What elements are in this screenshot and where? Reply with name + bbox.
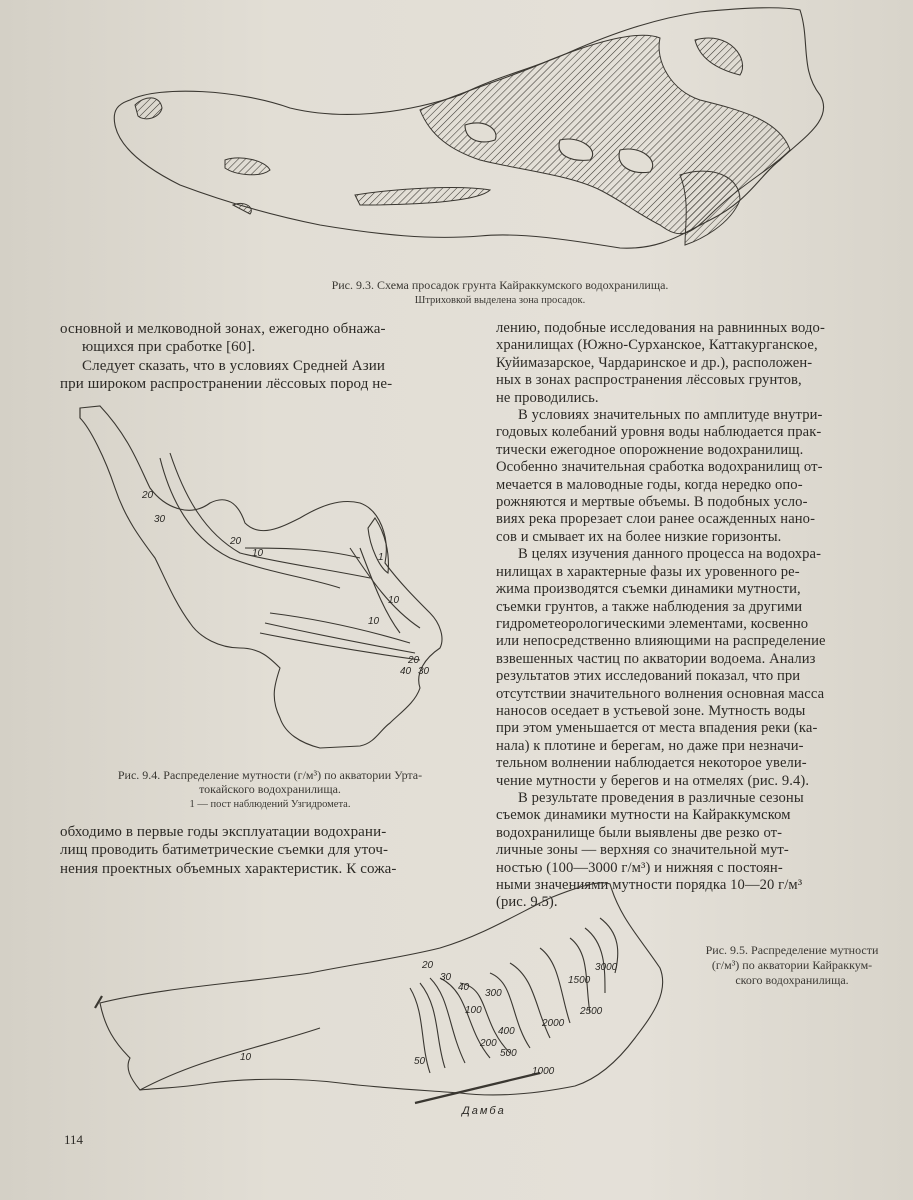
text-line: тельном волнении наблюдается некоторое увели- (496, 755, 807, 772)
text-line: В условиях значительных по амплитуде внутри- (518, 407, 823, 424)
text-line: виях река прорезает слои ранее осажденных нано- (496, 511, 816, 528)
text-line: (рис. 9.5). (496, 894, 558, 911)
isoline-label: 10 (252, 548, 264, 559)
isoline-label: 400 (498, 1026, 515, 1037)
text-line: наносов оседает в устьевой зоне. Мутность воды (496, 702, 806, 719)
text-line: хранилищах (Южно-Сурханское, Каттакурганское, (496, 337, 818, 354)
text-line: при широком распространении лёссовых пород не- (60, 376, 393, 393)
left-column-bottom-text (60, 823, 470, 878)
text-line: или непосредственно влияющими на распределение (496, 633, 826, 650)
text-line: съемок динамики мутности на Кайраккумском (496, 807, 791, 824)
observation-post-label: 1 (378, 552, 384, 563)
figure-9-4-caption-line1: Рис. 9.4. Распределение мутности (г/м³) по акватории Урта- (117, 768, 423, 782)
text-line: ных в зонах распространения лёссовых грунтов, (496, 372, 802, 389)
isoline-label: 50 (414, 1056, 426, 1067)
figure-9-4-caption-line2: токайского водохранилища. (199, 782, 341, 796)
isoline-label: 20 (422, 960, 434, 971)
text-line: годовых колебаний уровня воды наблюдается прак- (496, 424, 822, 441)
page-number: 114 (64, 1132, 84, 1147)
text-line: В целях изучения данного процесса на водохра- (518, 546, 822, 563)
isoline-label: 30 (154, 514, 166, 525)
isoline-label: 500 (500, 1048, 517, 1059)
right-column-text (496, 320, 900, 912)
text-line: отсутствии значительного волнения основная масса (496, 685, 825, 702)
text-line: Следует сказать, что в условиях Средней Азии (82, 357, 385, 374)
text-line: личные зоны — верхняя со значительной мут- (496, 842, 789, 859)
text-line: чение мутности у берегов и на отмелях (рис. 9.4). (496, 772, 810, 789)
isoline-label: 30 (418, 666, 430, 677)
isoline-label: 100 (465, 1005, 482, 1016)
isoline-label: 40 (400, 666, 412, 677)
isoline-label: 40 (458, 982, 470, 993)
figure-9-4-subcaption: 1 — пост наблюдений Узгидромета. (189, 799, 351, 810)
figure-9-5-map (80, 878, 680, 1128)
text-line: нения проектных объемных характеристик. К сожа- (60, 860, 397, 877)
figure-9-5-caption-line1: Рис. 9.5. Распределение мутности (705, 943, 879, 957)
text-line: при этом уменьшается от места впадения реки (ка- (496, 720, 818, 737)
isoline-label: 20 (230, 536, 242, 547)
text-line: Куйимазарское, Чардаринское и др.), расположен- (496, 354, 813, 371)
isoline-label: 20 (142, 490, 154, 501)
isoline-label: 1000 (532, 1066, 555, 1077)
isoline-label: 2000 (542, 1018, 565, 1029)
isoline-label: 1500 (568, 975, 591, 986)
text-line: не проводились. (496, 389, 599, 406)
text-line: гидрометеорологическими элементами, косвенно (496, 615, 809, 632)
text-line: ными значениями мутности порядка 10—20 г/м³ (496, 877, 803, 893)
isoline-label: 300 (485, 988, 502, 999)
isoline-label: 20 (408, 655, 420, 666)
figure-9-3-caption: Рис. 9.3. Схема просадок грунта Кайраккумского водохранилища. (331, 278, 669, 292)
text-line: В результате проведения в различные сезоны (518, 789, 804, 806)
text-line: съемки грунтов, а также наблюдения за другими (496, 598, 803, 615)
figure-9-5-caption-line2: (г/м³) по акватории Кайраккум- (711, 958, 873, 972)
figure-9-3-map (100, 0, 840, 270)
isoline-label: 30 (440, 972, 452, 983)
text-line: нала) к плотине и берегам, но даже при незначи- (496, 737, 804, 754)
text-line: результатов этих исследований показал, что при (496, 668, 801, 685)
text-line: обходимо в первые годы эксплуатации водохрани- (60, 824, 387, 840)
isoline-label: 2500 (580, 1006, 603, 1017)
left-column-top-text (60, 320, 470, 394)
text-line: лищ проводить батиметрические съемки для уточ- (60, 842, 389, 859)
text-line: взвешенных частиц по акватории водоема. Анализ (496, 650, 816, 667)
text-line: водохранилище были выявлены две резко от- (496, 824, 783, 841)
isoline-label: 10 (240, 1052, 252, 1063)
text-line: мечается в маловодные годы, когда нередко опо- (496, 476, 803, 493)
figure-9-4-map (70, 398, 470, 758)
dam-label: Дамба (462, 1105, 506, 1117)
figure-9-5-caption-line3: ского водохранилища. (735, 973, 849, 987)
text-line: лению, подобные исследования на равнинных водо- (496, 320, 825, 336)
text-line: ющихся при сработке [60]. (82, 339, 256, 356)
text-line: ностью (100—3000 г/м³) и нижняя с постоян- (496, 859, 783, 876)
figure-9-3-subcaption: Штриховкой выделена зона просадок. (414, 295, 586, 306)
text-line: основной и мелководной зонах, ежегодно обнажа- (60, 321, 386, 337)
isoline-label: 10 (368, 616, 380, 627)
text-line: тически ежегодное опорожнение водохранилищ. (496, 441, 804, 458)
text-line: сов и смывает их на более низкие горизонты. (496, 528, 782, 545)
text-line: рожняются и мертвые объемы. В подобных усло- (496, 494, 808, 511)
text-line: нилищах в характерные фазы их уровенного ре- (496, 563, 800, 580)
text-line: жима производятся съемки динамики мутности, (496, 581, 801, 598)
isoline-label: 200 (480, 1038, 497, 1049)
text-line: Особенно значительная сработка водохранилищ от- (496, 459, 823, 476)
isoline-label: 10 (388, 595, 400, 606)
isoline-label: 3000 (595, 962, 618, 973)
